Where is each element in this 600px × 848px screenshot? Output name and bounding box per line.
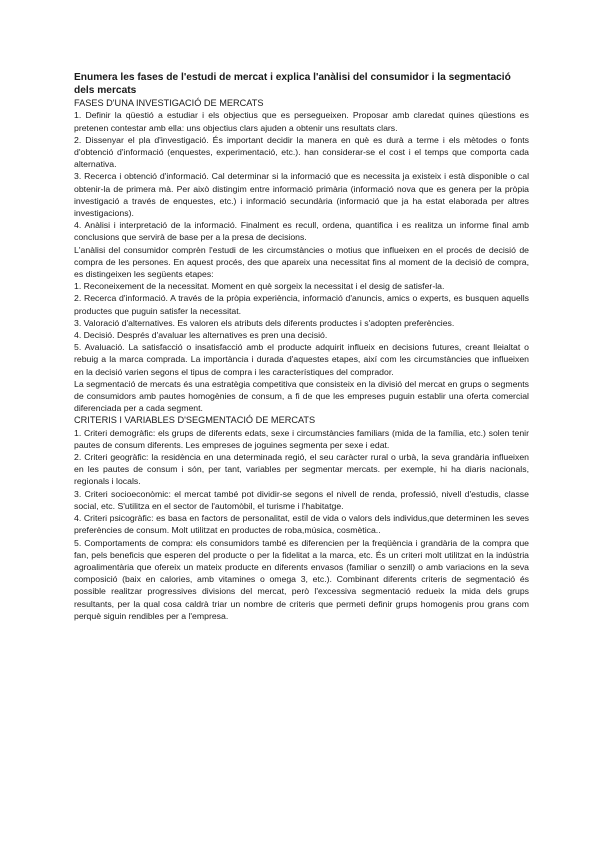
phases-block xyxy=(74,109,529,414)
section-heading-criteria: CRITERIS I VARIABLES D'SEGMENTACIÓ DE MERCATS xyxy=(74,415,316,426)
section-heading-phases: FASES D'UNA INVESTIGACIÓ DE MERCATS xyxy=(74,98,264,109)
paragraph: 3. Recerca i obtenció d'informació. Cal determinar si la informació que es necessita ja existeix i està disponible o cal obtenir-la de primera mà. Per això distingim entre informació primària (informació nova que es genera per la pròpia investigació a través de enquestes, etc.) i informació secundària (informació que ja ha estat elaborada per altres investigacions). xyxy=(74,171,529,219)
paragraph: L'anàlisi del consumidor comprèn l'estudi de les circumstàncies o motius que influeixen en el procés de decisió de compra de les persones. En aquest procés, des que apareix una necessitat fins al moment de la decisió de compra, es distingeixen les següents etapes: xyxy=(74,244,529,280)
paragraph: 2. Criteri geogràfic: la residència en una determinada regió, el seu caràcter rural o urbà, la seva grandària influeixen en les pautes de consum i són, per tant, variables per segmentar mercats. per exemple, hi ha diaris nacionals, regionals i locals. xyxy=(74,452,529,487)
paragraph: 1. Criteri demogràfic: els grups de diferents edats, sexe i circumstàncies familiars (mida de la família, etc.) solen tenir pautes de consum diferents. Les empreses de joguines segmenta per sexe i edat. xyxy=(74,427,529,450)
paragraph: 5. Comportaments de compra: els consumidors també es diferencien per la freqüència i grandària de la compra que fan, pels beneficis que esperen del producte o per la fidelitat a la marca, etc. És un criteri molt utilitzat en la indústria agroalimentària que ofereix un mateix producte en diferents envasos (familiar o senzill) o amb variacions en la seva composició (baix en calories, amb vitamines o omega 3, etc.). Combinant diferents criteris de segmentació és possible realitzar progressives divisions del mercat, però l'excessiva segmentació redueix la mida dels grups resultants, per la qual cosa caldrà triar un nombre de criteris que permeti definir grups homogenis prou grans com perquè siguin rendibles per a l'empresa. xyxy=(74,537,529,621)
document-title: Enumera les fases de l'estudi de mercat i explica l'anàlisi del consumidor i la segmentació dels mercats xyxy=(74,72,511,96)
paragraph: 2. Recerca d'informació. A través de la pròpia experiència, informació d'anuncis, amics o experts, es busquen aquells productes que puguin satisfer la necessitat. xyxy=(74,293,529,316)
paragraph: La segmentació de mercats és una estratègia competitiva que consisteix en la divisió del mercat en grups o segments de consumidors amb pautes homogènies de consum, a fi de que les empreses puguin establir una oferta comercial diferenciada per a cada segment. xyxy=(74,378,529,414)
paragraph: 4. Decisió. Després d'avaluar les alternatives es pren una decisió. xyxy=(74,330,328,341)
paragraph: 4. Anàlisi i interpretació de la informació. Finalment es recull, ordena, quantifica i es realitza un informe final amb conclusions que servirà de base per a la presa de decisions. xyxy=(74,220,529,243)
paragraph: 5. Avaluació. La satisfacció o insatisfacció amb el producte adquirit influeix en decisions futures, creant lleialtat o rebuig a la marca comprada. La importància i durada d'aquestes etapes, així com les circumstàncies que influeixen en la decisió varien segons el tipus de compra i les característiques del comprador. xyxy=(74,342,529,377)
paragraph: 1. Definir la qüestió a estudiar i els objectius que es persegueixen. Proposar amb claredat quines qüestions es pretenen contestar amb ella: uns objectius clars ajuden a obtenir uns resultats clars. xyxy=(74,110,529,133)
paragraph: 1. Reconeixement de la necessitat. Moment en què sorgeix la necessitat i el desig de satisfer-la. xyxy=(74,281,445,292)
criteria-block xyxy=(74,427,529,622)
document-page xyxy=(74,72,529,622)
paragraph: 2. Dissenyar el pla d'investigació. És important decidir la manera en què es durà a terme i els mètodes o fonts d'obtenció d'informació (enquestes, experimentació, etc.). han considerar-se el cost i el temps que comporta cada alternativa. xyxy=(74,134,529,170)
paragraph: 4. Criteri psicogràfic: es basa en factors de personalitat, estil de vida o valors dels individus,que determinen les seves preferències de consum. Molt utilitzat en productes de roba,música, cosmètica.. xyxy=(74,513,529,536)
paragraph: 3. Criteri socioeconòmic: el mercat també pot dividir-se segons el nivell de renda, professió, nivell d'estudis, classe social, etc. S'utilitza en el sector de l'automòbil, el turisme i l'habitatge. xyxy=(74,488,529,511)
paragraph: 3. Valoració d'alternatives. Es valoren els atributs dels diferents productes i s'adopten preferències. xyxy=(74,317,455,328)
